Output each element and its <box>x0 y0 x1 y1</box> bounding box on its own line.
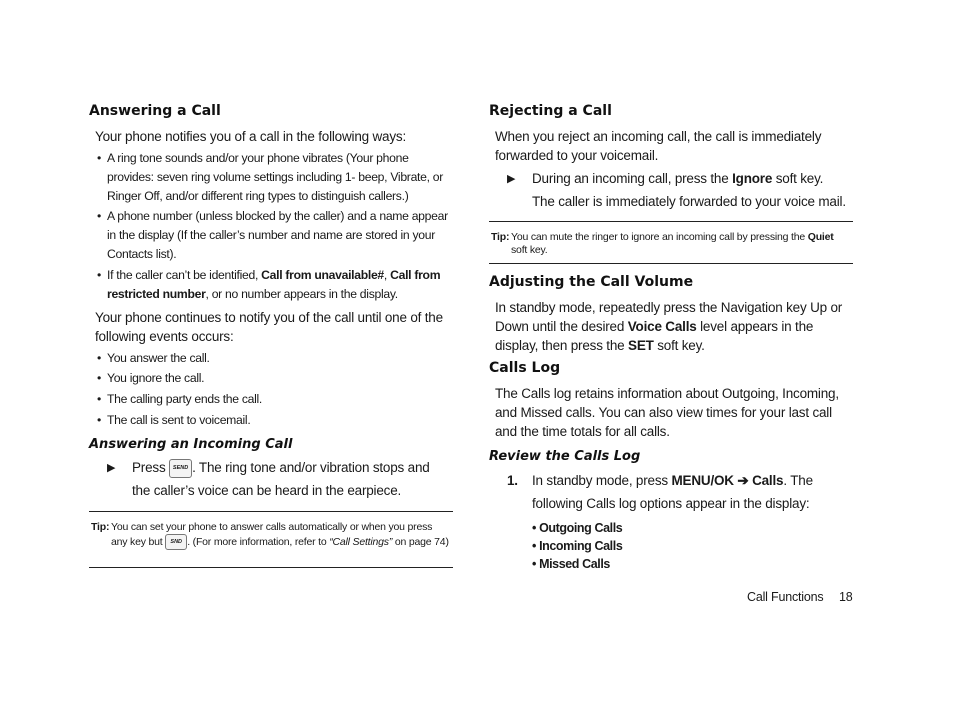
calls-log-text: The Calls log retains information about Outgoing, Incoming, and Missed calls. You can also view times for your last call and the time totals for all calls. <box>495 386 839 439</box>
tip-text: You can mute the ringer to ignore an incoming call by pressing the Quiet soft key. <box>511 231 834 256</box>
rejecting-text: When you reject an incoming call, the call is immediately forwarded to your voicemail. <box>495 129 822 163</box>
triangle-bullet-icon: ▶ <box>107 462 116 474</box>
tip-box-left <box>89 511 453 568</box>
event-bullet-2: • You ignore the call. <box>97 369 449 388</box>
tip-text: You can set your phone to answer calls automatically or when you press any key but SND . (For more information, refer to “Call Settings” on page 74) <box>111 521 451 550</box>
adjusting-volume-heading: Adjusting the Call Volume <box>489 274 694 290</box>
notify-bullet-2: • A phone number (unless blocked by the caller) and a name appear in the display (If the caller’s number and name are stored in your Contacts list). <box>97 207 449 264</box>
bullet-dot: • <box>97 151 101 165</box>
option-missed-calls: • Missed Calls <box>532 557 610 571</box>
press-send-step: ▶ Press SEND . The ring tone and/or vibration stops and the caller’s voice can be heard in the earpiece. <box>107 456 447 502</box>
event-bullet-3: • The calling party ends the call. <box>97 390 449 409</box>
continues-text: Your phone continues to notify you of the call until one of the following events occurs: <box>95 310 443 344</box>
bullet-dot: • <box>97 351 101 365</box>
footer-section-name: Call Functions <box>747 590 824 604</box>
tip-label: Tip: <box>491 231 510 243</box>
calls-log-heading: Calls Log <box>489 360 561 376</box>
step-number: 1. <box>507 473 518 488</box>
rejecting-a-call-heading: Rejecting a Call <box>489 103 612 119</box>
tip-box-right <box>489 221 853 264</box>
footer-page-number: 18 <box>839 590 853 604</box>
answering-incoming-heading: Answering an Incoming Call <box>89 437 293 452</box>
bullet-dot: • <box>97 268 101 282</box>
review-calls-log-heading: Review the Calls Log <box>489 449 641 464</box>
notify-bullet-1: • A ring tone sounds and/or your phone vibrates (Your phone provides: seven ring volume settings including 1- beep, Vibrate, or Ringer Off, and/or different ring types to distinguish callers.) <box>97 149 449 206</box>
right-arrow-icon: ➔ <box>733 473 753 488</box>
option-outgoing-calls: • Outgoing Calls <box>532 521 623 535</box>
option-incoming-calls: • Incoming Calls <box>532 539 623 553</box>
answering-intro: Your phone notifies you of a call in the following ways: <box>95 129 407 144</box>
send-key-icon: SEND <box>169 459 192 478</box>
bullet-dot: • <box>97 209 101 223</box>
call-settings-link: “Call Settings” <box>329 535 393 548</box>
menu-step-1: 1. In standby mode, press MENU/OK ➔ Calls. The following Calls log options appear in the display: <box>507 469 847 515</box>
answering-a-call-heading: Answering a Call <box>89 103 221 119</box>
volume-text: In standby mode, repeatedly press the Navigation key Up or Down until the desired Voice Calls level appears in the display, then press the SET soft key. <box>495 300 843 353</box>
snd-key-icon: SND <box>165 534 187 550</box>
event-bullet-1: • You answer the call. <box>97 349 449 368</box>
notify-bullet-3: • If the caller can’t be identified, Call from unavailable#, Call from restricted number, or no number appears in the display. <box>97 266 449 304</box>
bullet-dot: • <box>97 371 101 385</box>
bullet-dot: • <box>97 392 101 406</box>
bullet-dot: • <box>97 413 101 427</box>
event-bullet-4: • The call is sent to voicemail. <box>97 411 449 430</box>
ignore-step: ▶ During an incoming call, press the Ignore soft key. The caller is immediately forwarded to your voice mail. <box>507 167 847 213</box>
triangle-bullet-icon: ▶ <box>507 173 516 185</box>
tip-label: Tip: <box>91 521 110 533</box>
